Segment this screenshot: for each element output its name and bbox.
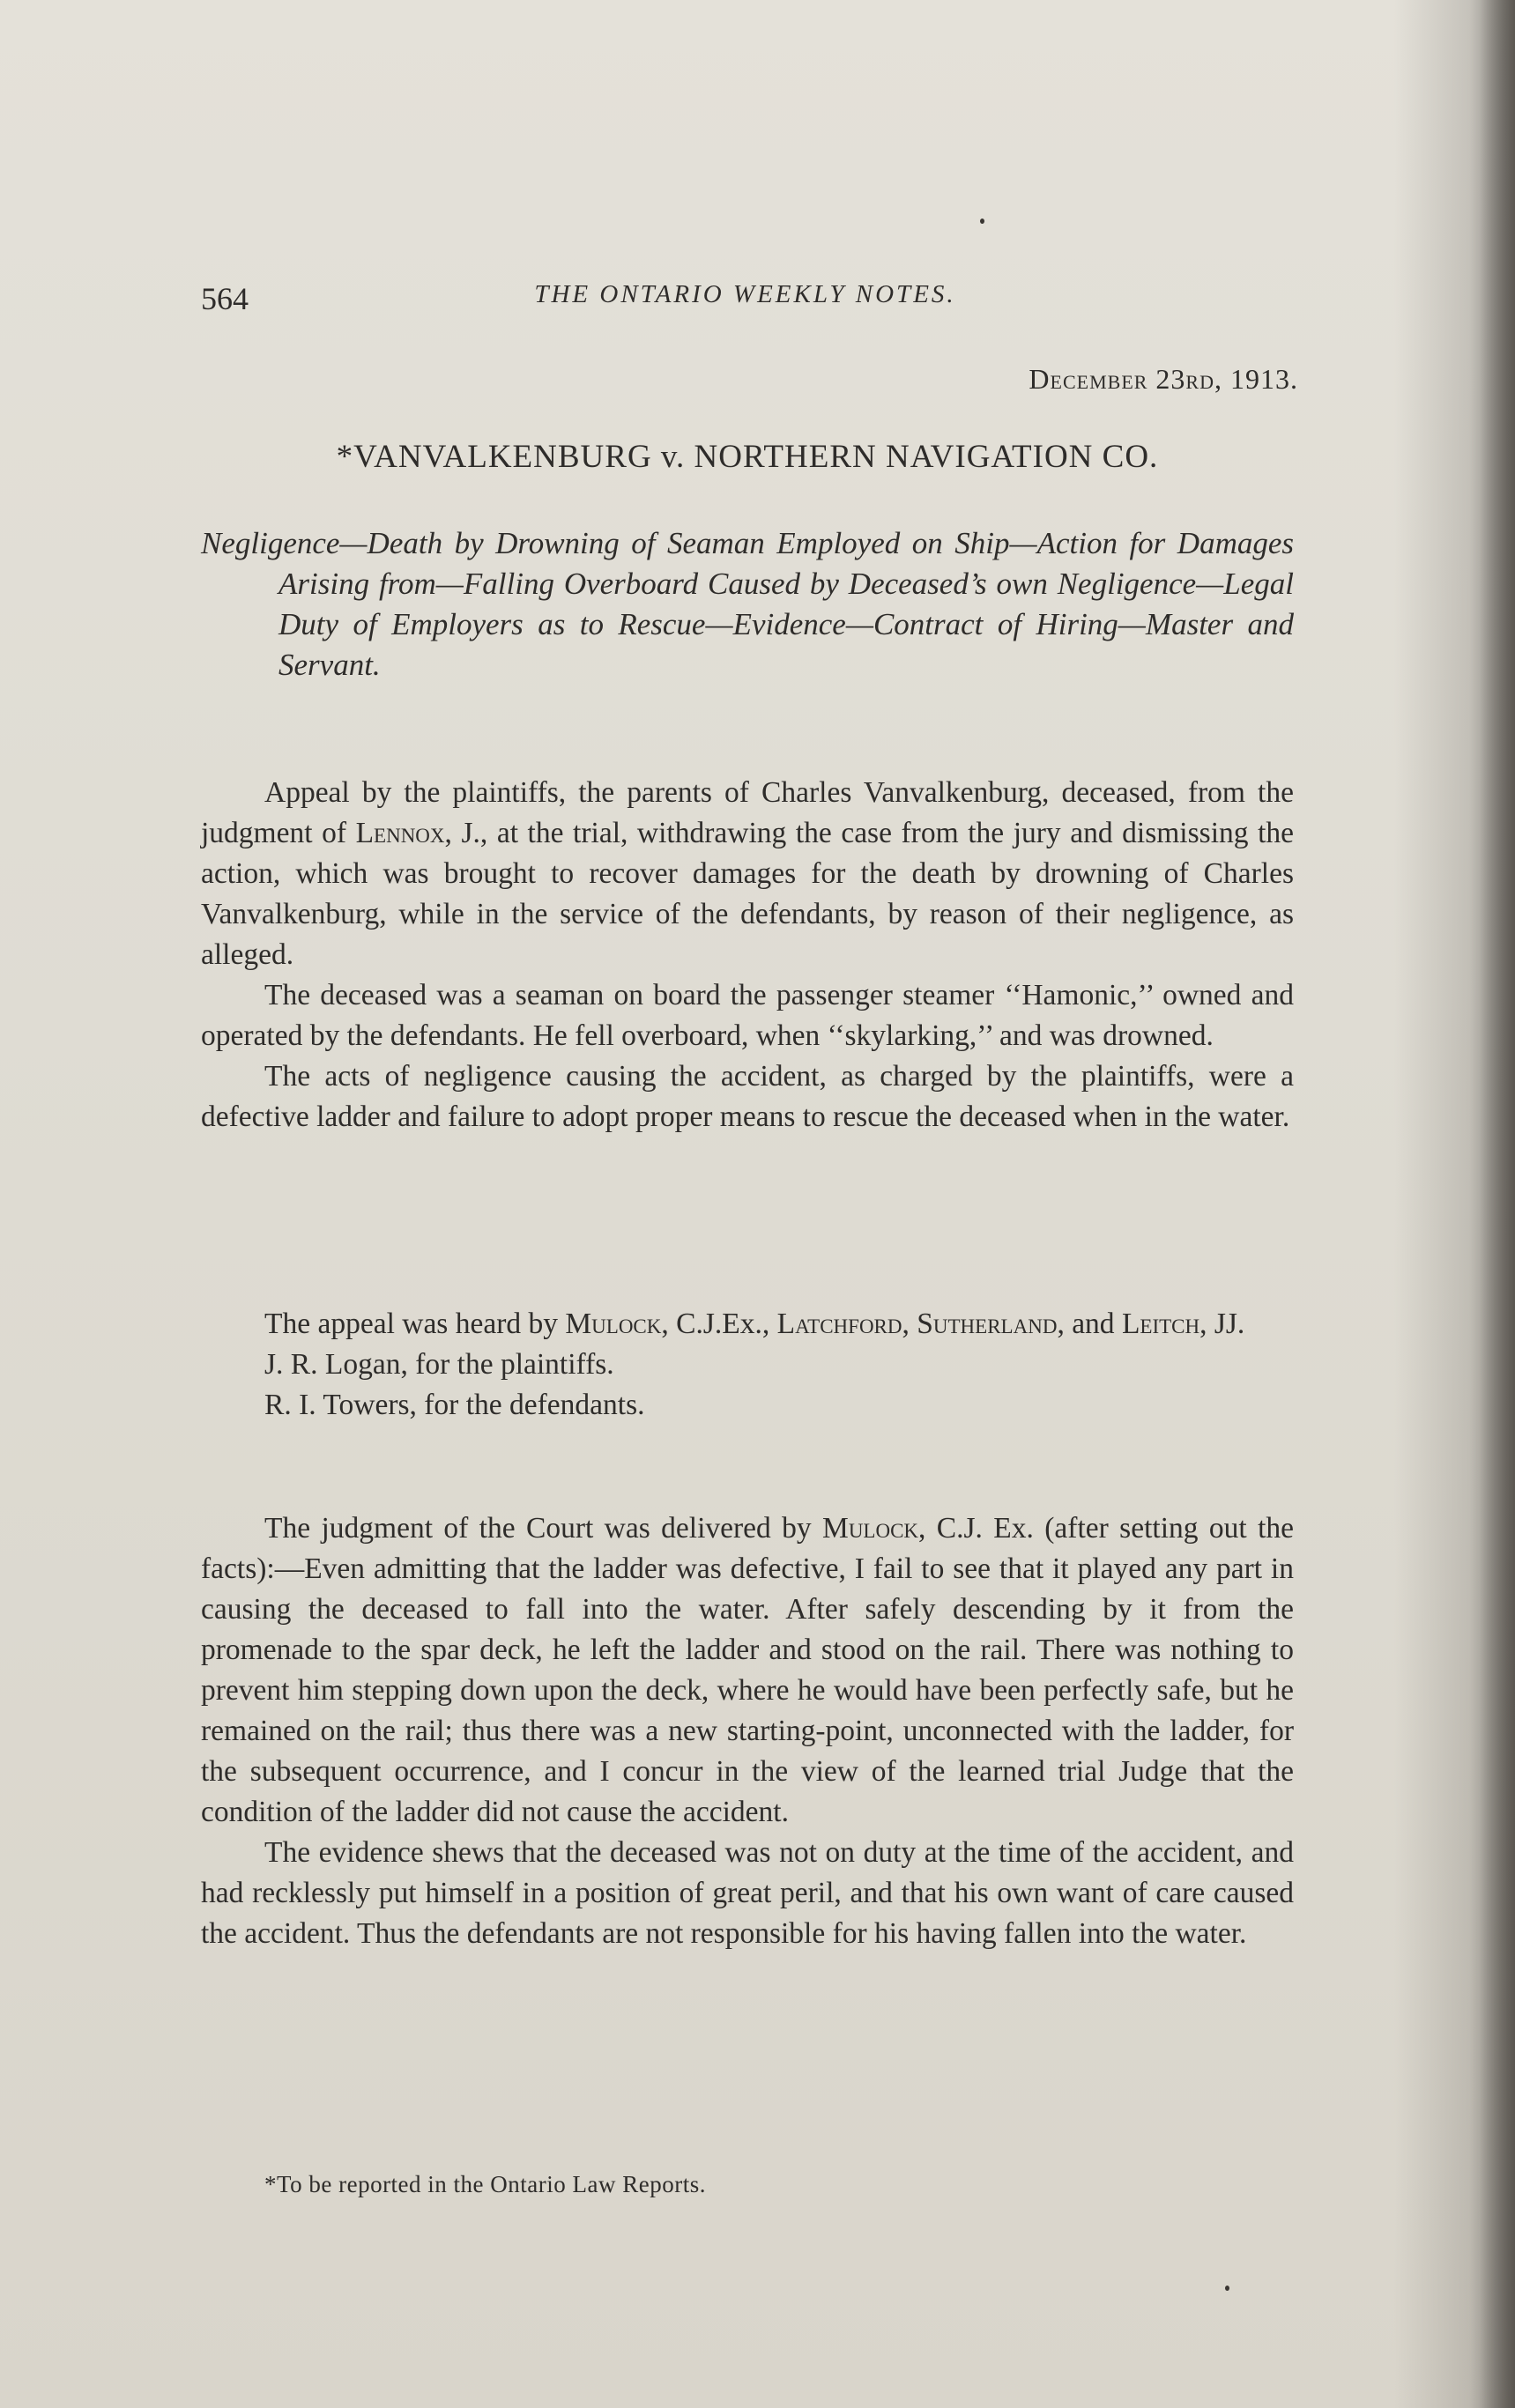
page-number: 564 xyxy=(201,281,249,316)
judge-name: Leitch xyxy=(1121,1308,1200,1340)
judge-name: Lennox xyxy=(355,817,445,849)
running-title: THE ONTARIO WEEKLY NOTES. xyxy=(534,280,956,308)
judge-name: Sutherland xyxy=(917,1308,1058,1340)
case-title: *VANVALKENBURG v. NORTHERN NAVIGATION CO. xyxy=(336,439,1159,475)
paper-speck xyxy=(980,219,984,224)
paper-speck xyxy=(1225,2286,1229,2291)
judgment-section xyxy=(201,1508,1294,1954)
headnote: Negligence—Death by Drowning of Seaman Employed on Ship—Action for Damages Arising from—Falling Overboard Caused by Deceased’s own Negligence—Legal Duty of Employers as to Rescue—Evidence—Contract of Hiring—Master and Servant. xyxy=(201,526,1294,682)
page-gutter-shadow xyxy=(1480,0,1515,2408)
facts-section xyxy=(201,773,1294,1137)
judgment-paragraph-1: The judgment of the Court was delivered by Mulock, C.J. Ex. (after setting out the facts):—Even admitting that the ladder was defective, I fail to see that it played any part in causing the deceased to fall into the water. After safely descending by it from the promenade to the spar deck, he left the ladder and stood on the rail. There was nothing to prevent him stepping down upon the deck, where he would have been perfectly safe, but he remained on the rail; thus there was a new starting-point, unconnected with the ladder, for the subsequent occurrence, and I concur in the view of the learned trial Judge that the condition of the ladder did not cause the accident. xyxy=(201,1512,1294,1828)
hearing-paragraph: The appeal was heard by Mulock, C.J.Ex., Latchford, Sutherland, and Leitch, JJ. xyxy=(264,1308,1245,1340)
facts-paragraph-1: Appeal by the plaintiffs, the parents of Charles Vanvalkenburg, deceased, from the judgment of Lennox, J., at the trial, withdrawing the case from the jury and dismissing the action, which was brought to recover damages for the death by drowning of Charles Vanvalkenburg, while in the service of the defendants, by reason of their negligence, as alleged. xyxy=(201,776,1294,971)
facts-paragraph-2: The deceased was a seaman on board the passenger steamer ‘‘Hamonic,’’ owned and operated by the defendants. He fell overboard, when ‘‘skylarking,’’ and was drowned. xyxy=(201,979,1294,1052)
hearing-section xyxy=(201,1304,1294,1426)
running-header xyxy=(201,280,1289,324)
judgment-paragraph-2: The evidence shews that the deceased was not on duty at the time of the accident, and had recklessly put himself in a position of great peril, and that his own want of care caused the accident. Thus the defendants are not responsible for his having fallen into the water. xyxy=(201,1836,1294,1950)
footnote: *To be reported in the Ontario Law Reports. xyxy=(264,2171,706,2197)
facts-paragraph-3: The acts of negligence causing the accident, as charged by the plaintiffs, were a defective ladder and failure to adopt proper means to rescue the deceased when in the water. xyxy=(201,1060,1294,1133)
judge-name: Latchford xyxy=(776,1308,902,1340)
decision-date: December 23rd, 1913. xyxy=(1029,363,1298,395)
judge-name: Mulock xyxy=(822,1512,919,1545)
counsel-defendants: R. I. Towers, for the defendants. xyxy=(264,1389,645,1421)
counsel-plaintiffs: J. R. Logan, for the plaintiffs. xyxy=(264,1348,614,1381)
judge-name: Mulock xyxy=(565,1308,662,1340)
